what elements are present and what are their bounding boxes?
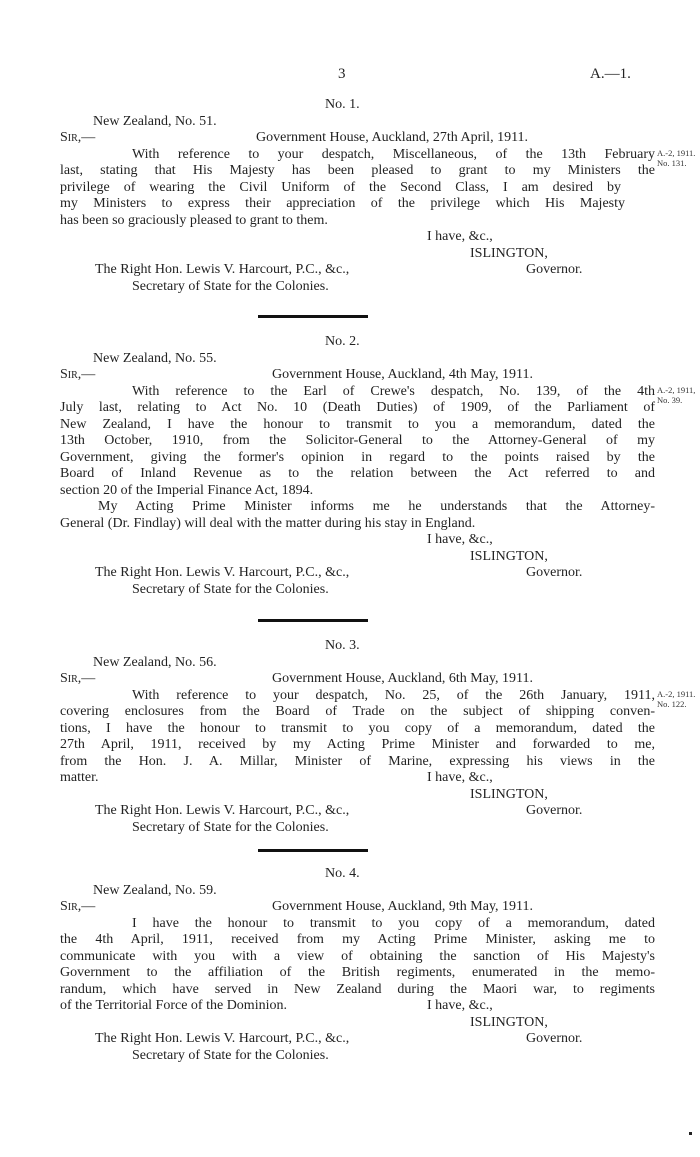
signatory: ISLINGTON, (470, 786, 548, 802)
body-text: 13th October, 1910, from the Solicitor-General to the Attorney-General of my (60, 433, 655, 448)
body-text: communicate with you with a view of obtaining the sanction of His Majesty's (60, 948, 655, 964)
addressee: The Right Hon. Lewis V. Harcourt, P.C., &c., (95, 1031, 350, 1046)
body-text: Government, giving the former's opinion in regard to the points raised by the (60, 449, 655, 465)
addressee-line (60, 1031, 700, 1048)
body-line (60, 383, 700, 405)
margin-note: A.-2, 1911. No. 122. (657, 688, 696, 709)
addressee: The Right Hon. Lewis V. Harcourt, P.C., &c., (95, 565, 350, 580)
dispatch-number: New Zealand, No. 56. (93, 654, 217, 670)
body-line (60, 770, 700, 787)
closing: I have, &c., (427, 998, 493, 1013)
body-text: my Ministers to express their appreciation of the privilege which His Majesty (60, 196, 625, 211)
margin-note: A.-2, 1911. No. 131. (657, 147, 696, 168)
signatory-title: Governor. (526, 262, 583, 277)
letter-1 (60, 97, 700, 295)
closing: I have, &c., (427, 770, 493, 785)
body-text: General (Dr. Findlay) will deal with the matter during his stay in England. (60, 515, 476, 531)
body-text: from the Hon. J. A. Millar, Minister of Marine, expressing his views in the (60, 753, 655, 769)
body-text: randum, which have served in New Zealand during the Maori war, to regiments (60, 981, 655, 997)
addressee: The Right Hon. Lewis V. Harcourt, P.C., &c., (95, 803, 350, 818)
dateline: Government House, Auckland, 6th May, 1911. (272, 671, 534, 686)
body-text: My Acting Prime Minister informs me he understands that the Attorney- (98, 499, 655, 514)
body-text: 27th April, 1911, received by my Acting Prime Minister and forwarded to me, (60, 737, 655, 752)
body-text: privilege of wearing the Civil Uniform of the Second Class, I am desired by (60, 179, 621, 195)
body-text: section 20 of the Imperial Finance Act, 1894. (60, 482, 314, 498)
dispatch-number: New Zealand, No. 55. (93, 350, 217, 366)
section-divider (258, 619, 368, 622)
letter-number: No. 3. (325, 638, 360, 653)
section-divider (258, 315, 368, 318)
salutation-line (60, 130, 700, 147)
signatory: ISLINGTON, (470, 1014, 548, 1030)
body-text: last, stating that His Majesty has been pleased to grant to my Ministers the (60, 163, 655, 178)
closing: I have, &c., (427, 532, 493, 547)
dateline: Government House, Auckland, 27th April, 1911. (256, 130, 529, 145)
salutation: Sir,— (60, 130, 96, 145)
body-line (60, 998, 700, 1015)
signatory-title: Governor. (526, 565, 583, 580)
body-text: has been so graciously pleased to grant to them. (60, 212, 328, 228)
addressee-line (60, 262, 700, 279)
signatory-title: Governor. (526, 1031, 583, 1046)
section-divider (258, 849, 368, 852)
salutation-line (60, 899, 700, 916)
dispatch-number: New Zealand, No. 59. (93, 882, 217, 898)
margin-note: A.-2, 1911, No. 39. (657, 384, 696, 405)
letter-3 (60, 638, 700, 836)
body-line (60, 146, 700, 168)
addressee: The Right Hon. Lewis V. Harcourt, P.C., &c., (95, 262, 350, 277)
letter-number: No. 4. (325, 866, 360, 881)
addressee-title: Secretary of State for the Colonies. (132, 1047, 329, 1063)
body-text: July last, relating to Act No. 10 (Death Duties) of 1909, of the Parliament of (60, 400, 655, 415)
page-corner-mark (689, 1132, 692, 1135)
body-text: tions, I have the honour to transmit to you copy of a memorandum, dated the (60, 720, 655, 736)
body-text: With reference to the Earl of Crewe's despatch, No. 139, of the 4th (132, 383, 655, 399)
body-text: Board of Inland Revenue as to the relation between the Act referred to and (60, 466, 655, 481)
page-reference: A.—1. (590, 66, 631, 82)
signatory-title: Governor. (526, 803, 583, 818)
body-text: New Zealand, I have the honour to transmit to you a memorandum, dated the (60, 416, 655, 432)
letter-number: No. 2. (325, 334, 360, 349)
letter-4 (60, 866, 700, 1064)
salutation: Sir,— (60, 671, 96, 686)
body-text: of the Territorial Force of the Dominion. (60, 998, 287, 1013)
dispatch-number: New Zealand, No. 51. (93, 113, 217, 129)
body-text: covering enclosures from the Board of Trade on the subject of shipping conven- (60, 704, 655, 719)
addressee-title: Secretary of State for the Colonies. (132, 819, 329, 835)
addressee-title: Secretary of State for the Colonies. (132, 278, 329, 294)
body-text: With reference to your despatch, Miscellaneous, of the 13th February (132, 146, 655, 162)
body-text: Government to the affiliation of the British regiments, enumerated in the memo- (60, 965, 655, 980)
signatory: ISLINGTON, (470, 548, 548, 564)
addressee-line (60, 565, 700, 582)
body-text: With reference to your despatch, No. 25, of the 26th January, 1911, (132, 687, 655, 703)
letter-number: No. 1. (325, 97, 360, 112)
addressee-line (60, 803, 700, 820)
body-line (60, 687, 700, 709)
salutation-line (60, 671, 700, 688)
salutation: Sir,— (60, 367, 96, 382)
signatory: ISLINGTON, (470, 245, 548, 261)
salutation-line (60, 367, 700, 384)
body-text: I have the honour to transmit to you copy of a memorandum, dated (132, 915, 655, 931)
body-text: the 4th April, 1911, received from my Acting Prime Minister, asking me to (60, 932, 655, 947)
dateline: Government House, Auckland, 9th May, 1911. (272, 899, 534, 914)
body-line (60, 213, 700, 230)
closing: I have, &c., (427, 229, 493, 244)
dateline: Government House, Auckland, 4th May, 1911. (272, 367, 534, 382)
body-text: matter. (60, 770, 99, 785)
salutation: Sir,— (60, 899, 96, 914)
page-number: 3 (338, 66, 346, 82)
letter-2 (60, 334, 700, 598)
addressee-title: Secretary of State for the Colonies. (132, 581, 329, 597)
